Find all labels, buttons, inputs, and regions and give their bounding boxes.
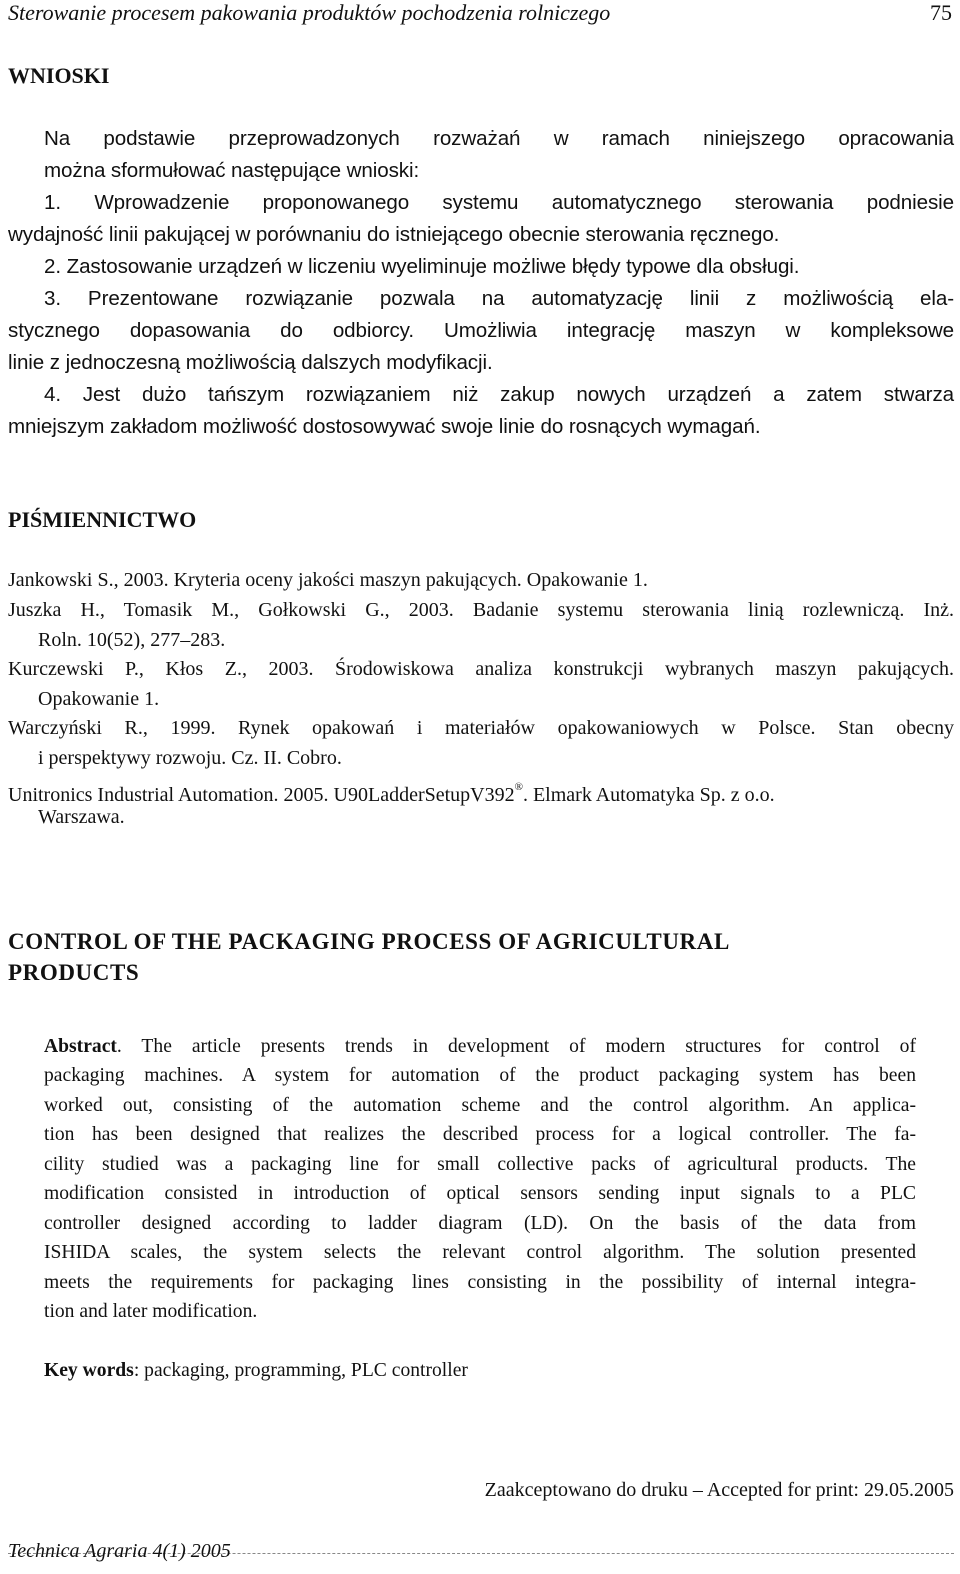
running-header-title: Sterowanie procesem pakowania produktów pochodzenia rolniczego [8,0,611,25]
reference-entry: Juszka H., Tomasik M., Gołkowski G., 2003. Badanie systemu sterowania linią rozlewniczą. Inż. [8,599,954,621]
abstract-line: tion and later modification. [44,1301,258,1322]
keywords-line [44,1356,468,1386]
registered-mark: ® [514,781,523,793]
page-number: 75 [930,0,952,25]
keywords-label: Key words [44,1360,134,1381]
abstract-line: tion has been designed that realizes the described process for a logical controller. The fa- [44,1124,916,1145]
english-title-line: CONTROL OF THE PACKAGING PROCESS OF AGRICULTURAL [8,929,730,954]
conclusions-line: mniejszym zakładom możliwość dostosowywać swoje linie do rosnących wymagań. [8,415,761,438]
conclusions-line: wydajność linii pakującej w porównaniu do istniejącego obecnie sterowania ręcznego. [8,223,780,246]
abstract-line: ISHIDA scales, the system selects the relevant control algorithm. The solution presented [44,1242,916,1263]
conclusions-line: Na podstawie przeprowadzonych rozważań w ramach niniejszego opracowania [44,127,954,150]
reference-entry-continuation: Opakowanie 1. [38,688,160,710]
keywords-text: : packaging, programming, PLC controller [133,1360,468,1381]
reference-text-main: Unitronics Industrial Automation. 2005. U90LadderSetupV392 [8,784,515,806]
references-heading: PIŚMIENNICTWO [8,507,197,532]
abstract-line: worked out, consisting of the automation scheme and the control algorithm. An applica- [44,1095,916,1116]
conclusions-line: stycznego dopasowania do odbiorcy. Umożliwia integrację maszyn w kompleksowe [8,319,954,342]
conclusions-line: 2. Zastosowanie urządzeń w liczeniu wyeliminuje możliwe błędy typowe dla obsługi. [44,255,800,278]
conclusions-line: 1. Wprowadzenie proponowanego systemu automatycznego sterowania podniesie [44,191,954,214]
abstract-line [44,1032,916,1062]
abstract-line: modification consisted in introduction of optical sensors sending input signals to a PLC [44,1183,916,1204]
journal-footer: Technica Agraria 4(1) 2005 [8,1540,231,1562]
abstract-line: cility studied was a packaging line for small collective packs of agricultural products. The [44,1154,916,1175]
abstract-text: . The article presents trends in development of modern structures for control of [116,1036,916,1057]
abstract-line: meets the requirements for packaging lines consisting in the possibility of internal integra- [44,1272,916,1293]
abstract-line: controller designed according to ladder diagram (LD). On the basis of the data from [44,1213,916,1234]
reference-text-publisher: . Elmark Automatyka Sp. z o.o. [522,784,775,806]
english-title-line: PRODUCTS [8,960,140,985]
conclusions-heading: WNIOSKI [8,63,110,88]
abstract-line: packaging machines. A system for automation of the product packaging system has been [44,1065,916,1086]
conclusions-line: 4. Jest dużo tańszym rozwiązaniem niż zakup nowych urządzeń a zatem stwarza [44,383,954,406]
conclusions-line: linie z jednoczesną możliwością dalszych modyfikacji. [8,351,493,374]
conclusions-line: można sformułować następujące wnioski: [44,159,420,182]
abstract-label: Abstract [44,1036,117,1057]
reference-entry: Jankowski S., 2003. Kryteria oceny jakości maszyn pakujących. Opakowanie 1. [8,569,648,591]
reference-entry [8,773,954,810]
reference-entry-continuation: i perspektywy rozwoju. Cz. II. Cobro. [38,747,342,769]
reference-entry: Kurczewski P., Kłos Z., 2003. Środowiskowa analiza konstrukcji wybranych maszyn pakujących. [8,658,954,680]
reference-entry-continuation: Warszawa. [38,806,125,828]
reference-entry-continuation: Roln. 10(52), 277–283. [38,629,226,651]
accepted-note: Zaakceptowano do druku – Accepted for print: 29.05.2005 [484,1479,954,1501]
conclusions-line: 3. Prezentowane rozwiązanie pozwala na automatyzację linii z możliwością ela- [44,287,954,310]
reference-entry: Warczyński R., 1999. Rynek opakowań i materiałów opakowaniowych w Polsce. Stan obecny [8,717,954,739]
